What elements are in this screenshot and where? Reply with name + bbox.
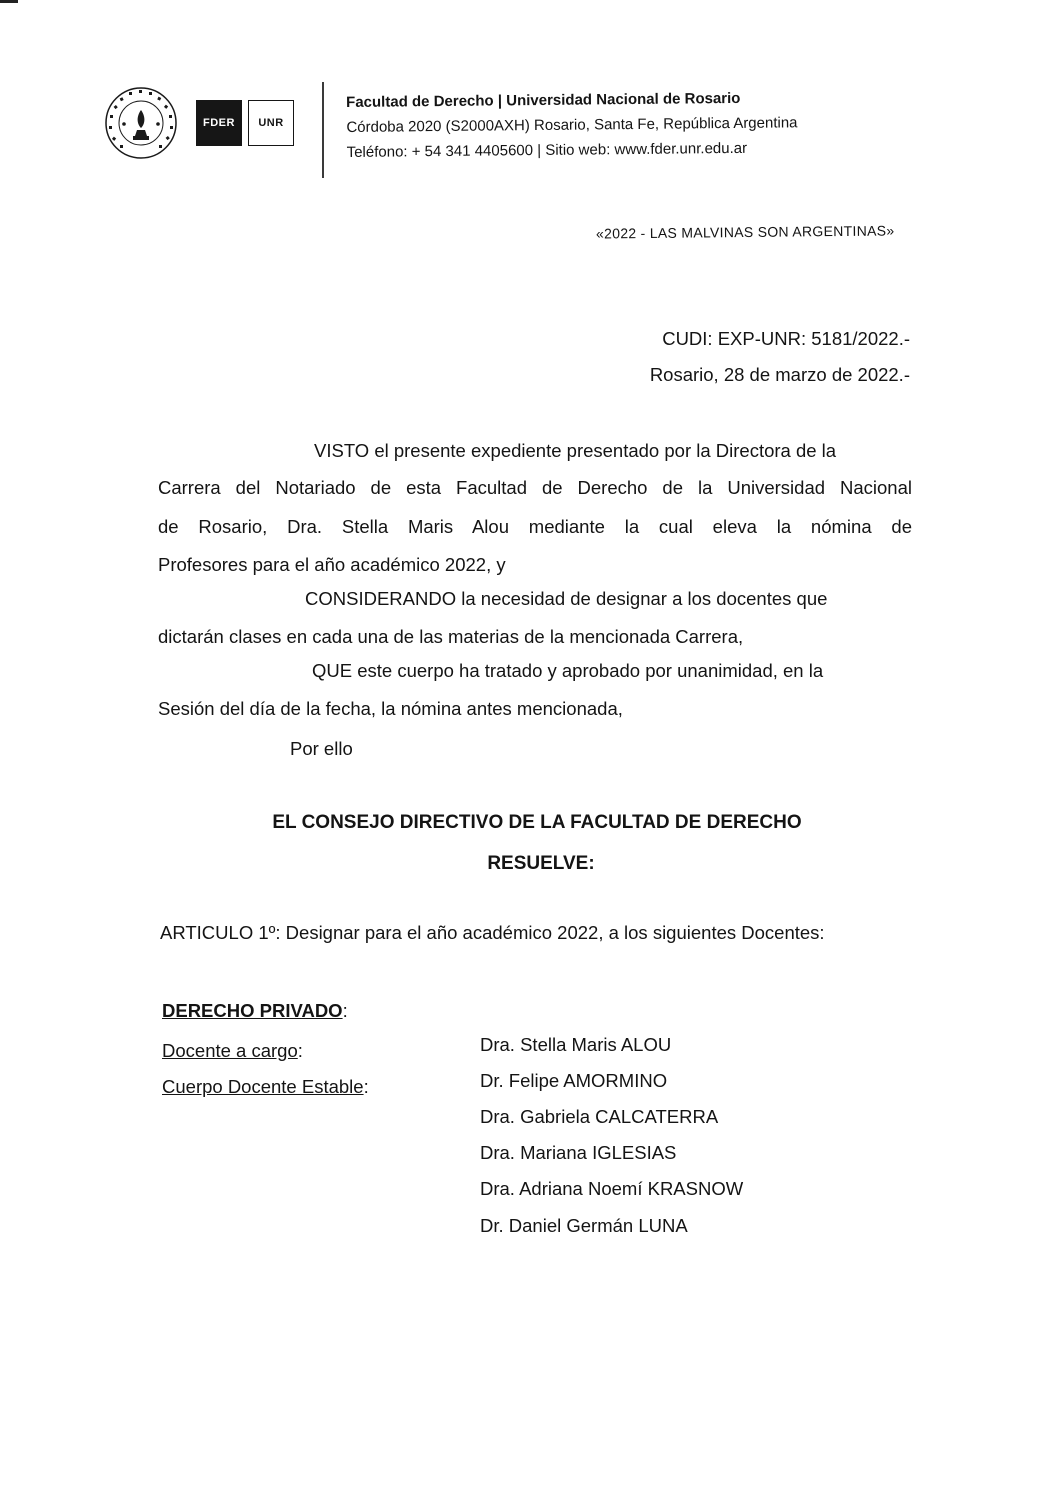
por-ello: Por ello: [290, 738, 353, 759]
que-line-1: QUE este cuerpo ha tratado y aprobado por unanimidad, en la: [312, 660, 824, 681]
fder-logo: FDER: [196, 100, 242, 146]
document-date: Rosario, 28 de marzo de 2022.-: [649, 364, 910, 385]
docente-label-text: Docente a cargo: [162, 1040, 298, 1061]
docente-label-colon: :: [297, 1040, 303, 1061]
header-divider: [322, 82, 324, 178]
visto-line-3: de Rosario, Dra. Stella Maris Alou mediante la cual eleva la nómina de: [158, 516, 912, 537]
year-motto: «2022 - LAS MALVINAS SON ARGENTINAS»: [595, 222, 895, 242]
heading-colon: :: [342, 1000, 348, 1021]
docente-a-cargo-label: [162, 1040, 303, 1062]
header-logos: [104, 86, 294, 160]
section-heading: [162, 1000, 348, 1022]
letterhead-text: [346, 85, 798, 165]
institution-contact: Teléfono: + 54 341 4405600 | Sitio web: www.fder.unr.edu.ar: [346, 139, 748, 161]
que-line-2: Sesión del día de la fecha, la nómina antes mencionada,: [158, 698, 623, 719]
university-seal-logo: [104, 86, 178, 160]
cuerpo-label-text: Cuerpo Docente Estable: [162, 1076, 364, 1097]
docente-name: Dr. Daniel Germán LUNA: [480, 1215, 688, 1236]
expediente-number: CUDI: EXP-UNR: 5181/2022.-: [662, 328, 910, 349]
resolution-title: EL CONSEJO DIRECTIVO DE LA FACULTAD DE DERECHO: [272, 812, 802, 833]
docente-name: Dr. Felipe AMORMINO: [480, 1070, 668, 1091]
unr-logo: UNR: [248, 100, 294, 146]
visto-line-2: Carrera del Notariado de esta Facultad de Derecho de la Universidad Nacional: [158, 477, 912, 498]
docente-name: Dra. Stella Maris ALOU: [480, 1034, 672, 1055]
cuerpo-docente-label: [162, 1076, 369, 1098]
cuerpo-label-colon: :: [363, 1076, 369, 1097]
institution-name: Facultad de Derecho | Universidad Nacional de Rosario: [346, 89, 741, 111]
scan-artifact: [0, 0, 18, 3]
resuelve-heading: RESUELVE:: [487, 853, 595, 874]
docente-name: Dra. Adriana Noemí KRASNOW: [480, 1178, 744, 1199]
visto-line-4: Profesores para el año académico 2022, y: [158, 554, 506, 575]
docente-name: Dra. Gabriela CALCATERRA: [480, 1106, 719, 1127]
considerando-line-2: dictarán clases en cada una de las materias de la mencionada Carrera,: [158, 626, 744, 647]
considerando-line-1: CONSIDERANDO la necesidad de designar a los docentes que: [305, 588, 828, 609]
institution-address: Córdoba 2020 (S2000AXH) Rosario, Santa Fe, República Argentina: [346, 114, 798, 136]
articulo-1: ARTICULO 1º: Designar para el año académico 2022, a los siguientes Docentes:: [160, 922, 825, 943]
docente-name: Dra. Mariana IGLESIAS: [480, 1142, 677, 1163]
section-heading-text: DERECHO PRIVADO: [162, 1000, 343, 1021]
visto-line-1: VISTO el presente expediente presentado por la Directora de la: [314, 440, 837, 461]
